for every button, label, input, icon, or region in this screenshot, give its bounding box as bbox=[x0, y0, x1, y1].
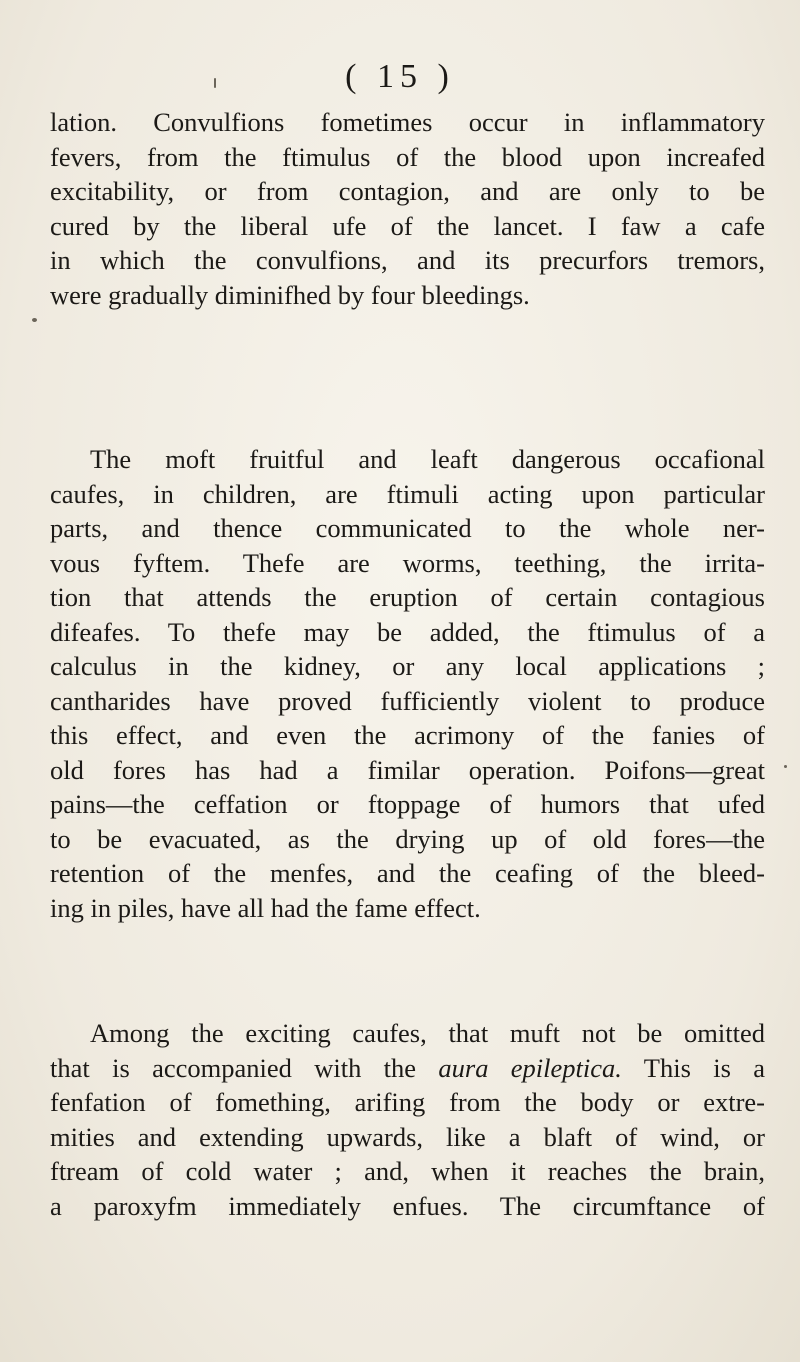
text-line: to be evacuated, as the drying up of old fores—the bbox=[50, 823, 765, 854]
text-line: tion that attends the eruption of certain contagious bbox=[50, 582, 765, 612]
ink-speck bbox=[32, 318, 37, 322]
text-line: fenfation of fomething, arifing from the body or extre- bbox=[50, 1087, 765, 1117]
text-line: difeafes. To thefe may be added, the ftimulus of a bbox=[50, 616, 765, 647]
ink-speck bbox=[214, 78, 216, 88]
text-line: mities and extending upwards, like a blaft of wind, or bbox=[50, 1121, 765, 1152]
text-line: The moft fruitful and leaft dangerous occafional bbox=[90, 444, 765, 474]
text-line: caufes, in children, are ftimuli acting upon particular bbox=[50, 478, 765, 509]
text-segment: This is a bbox=[621, 1052, 765, 1083]
text-line: pains—the ceffation or ftoppage of humors that ufed bbox=[50, 789, 765, 819]
text-line: vous fyftem. Thefe are worms, teething, the irrita- bbox=[50, 547, 765, 578]
text-line: calculus in the kidney, or any local applications ; bbox=[50, 651, 765, 681]
text-line: lation. Convulfions fometimes occur in inflammatory bbox=[50, 107, 765, 137]
text-line: Among the exciting caufes, that muft not be omitted bbox=[90, 1018, 765, 1048]
text-line-with-italic bbox=[50, 1051, 765, 1086]
text-line: parts, and thence communicated to the whole ner- bbox=[50, 513, 765, 543]
text-line: ftream of cold water ; and, when it reaches the brain, bbox=[50, 1156, 765, 1186]
text-line: a paroxyfm immediately enfues. The circumftance of bbox=[50, 1190, 765, 1221]
paragraph-1 bbox=[50, 105, 765, 312]
text-line: were gradually diminifhed by four bleedings. bbox=[50, 279, 530, 310]
italic-term: aura epileptica. bbox=[438, 1052, 622, 1083]
text-segment: that is accompanied with the bbox=[50, 1052, 417, 1083]
text-line: cured by the liberal ufe of the lancet. I faw a cafe bbox=[50, 210, 765, 241]
text-line: retention of the menfes, and the ceafing of the bleed- bbox=[50, 858, 765, 888]
text-line: fevers, from the ftimulus of the blood upon increafed bbox=[50, 141, 765, 172]
paragraph-2 bbox=[50, 442, 765, 925]
text-line: in which the convulfions, and its precurfors tremors, bbox=[50, 245, 765, 275]
text-line: old fores has had a fimilar operation. Poifons—great bbox=[50, 754, 765, 785]
page-number: ( 15 ) bbox=[345, 58, 455, 95]
text-line: cantharides have proved fufficiently violent to produce bbox=[50, 685, 765, 716]
text-line: excitability, or from contagion, and are only to be bbox=[50, 176, 765, 206]
ink-speck bbox=[784, 765, 787, 768]
text-line: this effect, and even the acrimony of the fanies of bbox=[50, 720, 765, 750]
paragraph-3 bbox=[50, 1016, 765, 1223]
text-line: ing in piles, have all had the fame effect. bbox=[50, 892, 481, 923]
